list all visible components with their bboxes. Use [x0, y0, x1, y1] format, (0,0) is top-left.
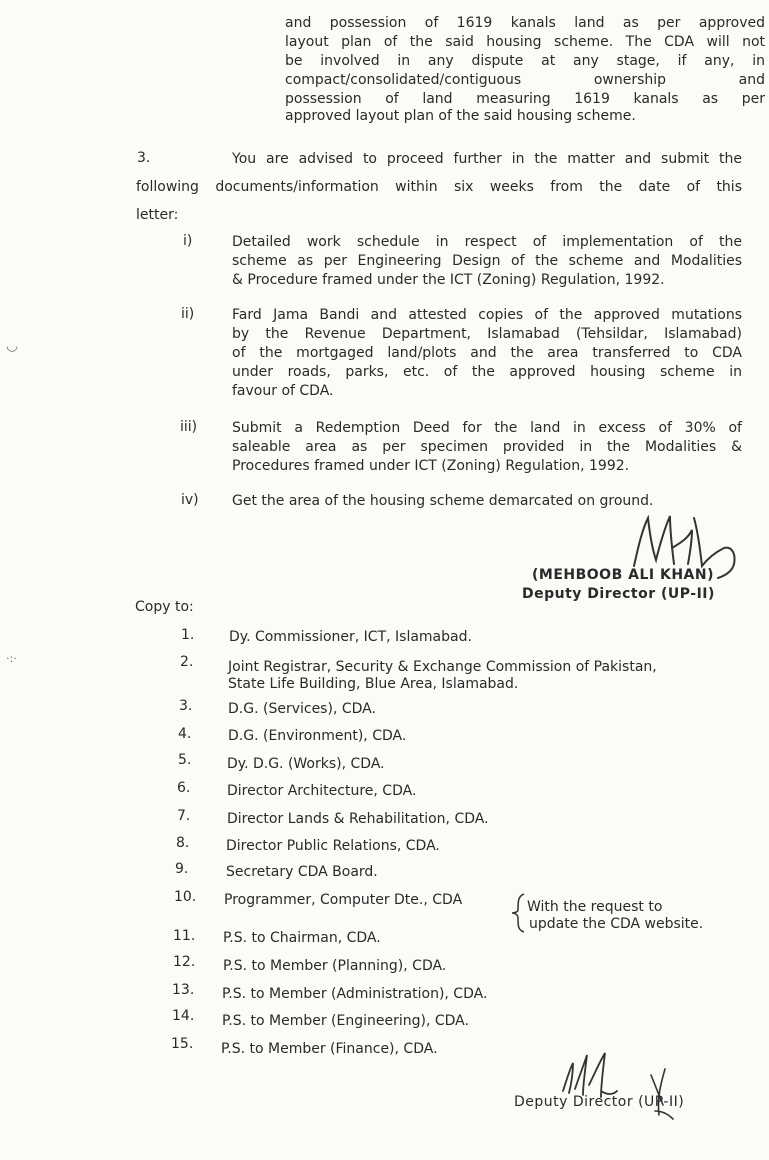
list-item-text: Director Lands & Rehabilitation, CDA. — [227, 811, 489, 827]
continuation-line: compact/consolidated/contiguous ownership and — [285, 72, 765, 88]
list-item-line: Procedures framed under ICT (Zoning) Regulation, 1992. — [232, 458, 630, 474]
list-item-number: 1. — [181, 627, 195, 643]
list-item-line: Fard Jama Bandi and attested copies of the approved mutations — [232, 307, 742, 323]
list-item-number: 5. — [178, 752, 192, 768]
list-item-number: 9. — [175, 861, 189, 877]
list-item-text: Dy. D.G. (Works), CDA. — [227, 756, 385, 772]
paragraph-line: letter: — [136, 207, 179, 223]
scan-speck: ◡ — [6, 338, 19, 354]
list-item-number: i) — [183, 233, 193, 249]
list-item-text: Director Architecture, CDA. — [227, 783, 417, 799]
scan-speck: ·:· — [6, 652, 17, 665]
list-item-number: 7. — [177, 808, 191, 824]
initials-signature-image — [555, 1045, 685, 1125]
list-item-number: 14. — [172, 1008, 195, 1024]
footer-signatory-title: Deputy Director (UP-II) — [514, 1094, 685, 1110]
continuation-line: be involved in any dispute at any stage, if any, in — [285, 53, 765, 69]
list-item-line: under roads, parks, etc. of the approved housing scheme in — [232, 364, 742, 380]
list-item-line: of the mortgaged land/plots and the area transferred to CDA — [232, 345, 742, 361]
continuation-line: approved layout plan of the said housing scheme. — [285, 108, 636, 124]
list-item-line: Get the area of the housing scheme demarcated on ground. — [232, 493, 654, 509]
list-item-line: Detailed work schedule in respect of implementation of the — [232, 234, 742, 250]
list-item-number: 10. — [174, 889, 197, 905]
signatory-name: (MEHBOOB ALI KHAN) — [532, 567, 714, 583]
list-item-number: 13. — [172, 982, 195, 998]
list-item-text: Joint Registrar, Security & Exchange Commission of Pakistan, — [228, 659, 657, 675]
list-item-text: D.G. (Environment), CDA. — [228, 728, 407, 744]
continuation-line: layout plan of the said housing scheme. The CDA will not — [285, 34, 765, 50]
list-item-line: & Procedure framed under the ICT (Zoning) Regulation, 1992. — [232, 272, 665, 288]
list-item-line: scheme as per Engineering Design of the scheme and Modalities — [232, 253, 742, 269]
list-item-line: by the Revenue Department, Islamabad (Tehsildar, Islamabad) — [232, 326, 742, 342]
bracket-note-line: update the CDA website. — [529, 916, 704, 932]
copy-to-label: Copy to: — [135, 599, 194, 615]
list-item-text: Secretary CDA Board. — [226, 864, 378, 880]
list-item-number: 2. — [180, 654, 194, 670]
list-item-number: ii) — [181, 306, 195, 322]
list-item-line: Submit a Redemption Deed for the land in excess of 30% of — [232, 420, 742, 436]
list-item-number: 8. — [176, 835, 190, 851]
list-item-number: 11. — [173, 928, 196, 944]
list-item-text: P.S. to Chairman, CDA. — [223, 930, 381, 946]
list-item-text: State Life Building, Blue Area, Islamabad. — [228, 676, 519, 692]
list-item-text: Director Public Relations, CDA. — [226, 838, 440, 854]
continuation-line: possession of land measuring 1619 kanals as per — [285, 91, 765, 107]
list-item-text: P.S. to Member (Planning), CDA. — [223, 958, 447, 974]
list-item-text: P.S. to Member (Engineering), CDA. — [222, 1013, 469, 1029]
list-item-number: 15. — [171, 1036, 194, 1052]
paragraph-line: following documents/information within six weeks from the date of this — [136, 179, 742, 195]
list-item-line: favour of CDA. — [232, 383, 334, 399]
list-item-text: Programmer, Computer Dte., CDA — [224, 892, 463, 908]
list-item-number: 12. — [173, 954, 196, 970]
list-item-line: saleable area as per specimen provided in the Modalities & — [232, 439, 742, 455]
bracket-note-line: With the request to — [527, 899, 663, 915]
paragraph-line: You are advised to proceed further in the matter and submit the — [232, 151, 742, 167]
list-item-text: P.S. to Member (Administration), CDA. — [222, 986, 488, 1002]
continuation-line: and possession of 1619 kanals land as per approved — [285, 15, 765, 31]
signatory-title: Deputy Director (UP-II) — [522, 586, 715, 602]
list-item-text: P.S. to Member (Finance), CDA. — [221, 1041, 438, 1057]
list-item-text: Dy. Commissioner, ICT, Islamabad. — [229, 629, 472, 645]
list-item-number: 3. — [179, 698, 193, 714]
list-item-text: D.G. (Services), CDA. — [228, 701, 376, 717]
list-item-number: 6. — [177, 780, 191, 796]
list-item-number: 4. — [178, 726, 192, 742]
paragraph-number: 3. — [137, 150, 151, 166]
list-item-number: iii) — [180, 419, 198, 435]
list-item-number: iv) — [181, 492, 199, 508]
